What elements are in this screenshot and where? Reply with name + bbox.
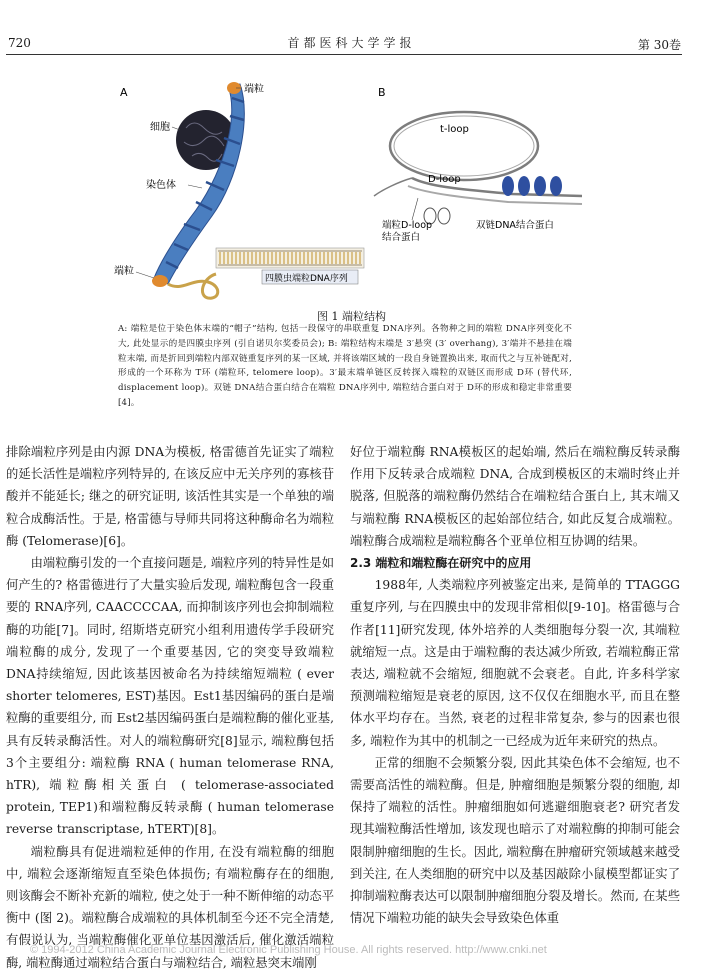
label-t-loop: t-loop (440, 124, 469, 135)
figure-caption-title: 图 1 端粒结构 (317, 310, 386, 323)
label-cell: 细胞 (150, 122, 170, 133)
label-ds-dna-binding: 双链DNA结合蛋白 (476, 220, 554, 231)
ds-dna-binding-proteins (502, 176, 562, 196)
right-column (350, 441, 680, 929)
page-header (0, 32, 703, 52)
paragraph: 1988年, 人类端粒序列被鉴定出来, 是简单的 TTAGGG重复序列, 与在四膜虫中的发现非常相似[9-10]。格雷德与合作者[11]研究发现, 体外培养的人类细胞每分裂一次, 其端粒就缩短一点。这是由于端粒酶的表达减少所致, 若端粒酶正常表达, 端粒就不会缩短, 细胞就不会衰老。自此, 许多科学家预测端粒缩短是衰老的原因, 这不仅仅在细胞水平, 而且在整体水平均存在。当然, 衰老的过程非常复杂, 参与的因素也很多, 端粒作为其中的机制之一已经成为近年来研究的热点。 (350, 578, 680, 748)
label-d-loop: D-loop (428, 174, 461, 185)
telomere-tip-bottom (152, 275, 168, 287)
volume-label: 第 30卷 (637, 38, 681, 52)
label-tetrahymena: 四膜虫端粒DNA序列 (265, 274, 348, 284)
label-chromosome: 染色体 (146, 180, 176, 191)
panel-a-label: A (120, 86, 128, 99)
paragraph: 端粒酶具有促进端粒延伸的作用, 在没有端粒酶的细胞中, 端粒会逐渐缩短直至染色体损伤; 有端粒酶存在的细胞, 则该酶会不断补充新的端粒, 使之处于一种不断伸缩的动态平衡中 (图 2)。端粒酶合成端粒的具体机制至今还不完全清楚, 有假说认为, 当端粒酶催化亚单位基因激活后, 催化激活端粒酶, 端粒酶通过端粒结合蛋白与端粒结合, 端粒悬突末端刚 (6, 844, 334, 970)
paragraph: 由端粒酶引发的一个直接问题是, 端粒序列的特异性是如何产生的? 格雷德进行了大量实验后发现, 端粒酶包含一段重要的 RNA序列, CAACCCCAA, 而抑制该序列也会抑制端粒酶的功能[7]。同时, 绍斯塔克研究小组利用遗传学手段研究端粒酶的成分, 发现了一个重要基因, 它的突变导致端粒 DNA持续缩短, 因此该基因被命名为持续缩短端粒 ( ever shorter telomeres, EST)基因。Est1基因编码的蛋白是端粒酶的重要组分, 而 Est2基因编码蛋白是端粒酶的催化亚基, 具有反转录酶活性。对人的端粒酶研究[8]显示, 端粒酶包括 3个主要组分: 端粒酶 RNA ( human telomerase RNA, hTR), 端粒酶相关蛋白 ( telomerase-associated protein, TEP1)和端粒酶反转录酶 ( human telomerase reverse transcriptase, hTERT)[8]。 (6, 556, 334, 837)
label-d-loop-binding (382, 219, 432, 243)
paragraph: 好位于端粒酶 RNA模板区的起始端, 然后在端粒酶反转录酶作用下反转录合成端粒 DNA, 合成到模板区的末端时终止并脱落, 但脱落的端粒酶仍然结合在端粒结合蛋白上, 其末端又与端粒酶 RNA模板区的起始部位结合, 如此反复合成端粒。端粒酶合成端粒是端粒酶各个亚单位相互协调的结果。 (350, 445, 680, 548)
label-d-loop-binding-line: 端粒D-loop (382, 220, 433, 231)
label-d-loop-binding-line: 结合蛋白 (382, 232, 421, 243)
telomere-figure (112, 78, 582, 303)
panel-b-label: B (378, 86, 386, 99)
figure-caption-text: A: 端粒是位于染色体末端的“帽子”结构, 包括一段保守的串联重复 DNA序列。各物种之间的端粒 DNA序列变化不大, 此处显示的是四膜虫序列 (引自诺贝尔奖委员会); B: 端粒结构末端是 3′悬突 (3′ overhang), 3′端并不悬挂在端粒末端, 而是折回到端粒内部双链重复序列的某一区域, 并将该端区域的一段自身链置换出来, 取而代之与互补链配对, 形成的一个环称为 T环 (端粒环, telomere loop)。3′最末端单链区反转探入端粒的双链区而形成 D环 (替代环, displacement loop)。双链 DNA结合蛋白结合在端粒 DNA序列中, 端粒结合蛋白对于 D环的形成和稳定非常重要[4]。 (118, 324, 572, 408)
copyright-footer: © 1994-2012 China Academic Journal Electronic Publishing House. All rights reserved. http://www.cnki.net (30, 944, 547, 956)
left-column (6, 441, 334, 974)
label-telomere-top: 端粒 (244, 84, 264, 95)
header-rule (6, 54, 682, 55)
journal-title: 首都医科大学学报 (287, 36, 416, 50)
paragraph: 排除端粒序列是由内源 DNA为模板, 格雷德首先证实了端粒的延长活性是端粒序列特异的, 在该反应中无关序列的寡核苷酸并不能延长; 继之的研究证明, 该活性其实是一个单独的端粒合成酶活性。于是, 格雷德与导师共同将这种酶命名为端粒酶 (Telomerase)[6]。 (6, 445, 334, 548)
paragraph: 正常的细胞不会频繁分裂, 因此其染色体不会缩短, 也不需要高活性的端粒酶。但是, 肿瘤细胞是频繁分裂的细胞, 却保持了端粒的活性。肿瘤细胞如何逃避细胞衰老? 研究者发现其端粒酶活性增加, 该发现也暗示了对端粒酶的抑制可能会限制肿瘤细胞的生长。因此, 端粒酶在肿瘤研究领域越来越受到关注, 在人类细胞的研究中以及基因敲除小鼠模型都证实了抑制端粒酶表达可以限制肿瘤细胞分裂及增长。然而, 在某些情况下端粒功能的缺失会导致染色体重 (350, 755, 680, 926)
label-telomere-bottom: 端粒 (114, 266, 134, 277)
page-number: 720 (8, 36, 31, 50)
section-heading: 2.3 端粒和端粒酶在研究中的应用 (350, 556, 532, 571)
